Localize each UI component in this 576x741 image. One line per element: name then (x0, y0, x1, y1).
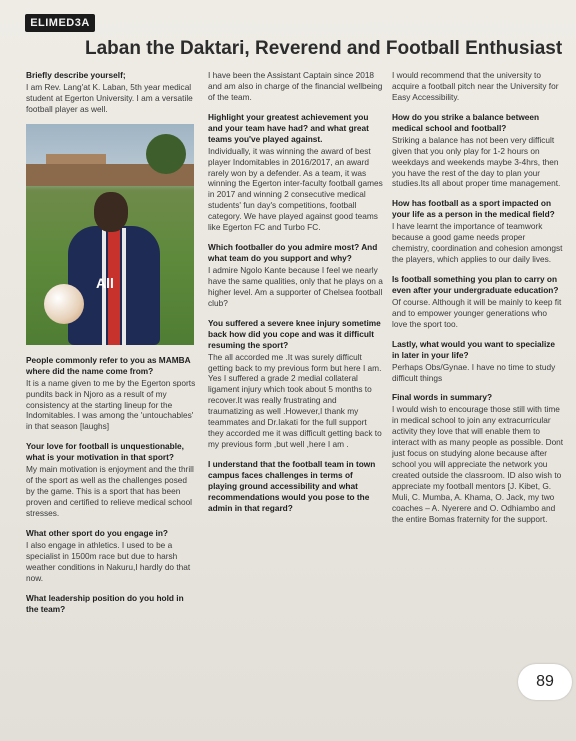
question: Your love for football is unquestionable, what is your motivation in that sport? (26, 441, 184, 463)
question: I understand that the football team in town campus faces challenges in terms of playing ground accessibility and what recommendations would you pose to the admin in that regard? (208, 459, 376, 513)
jersey-sponsor-text: All (96, 274, 114, 291)
question: What leadership position do you hold in the team? (26, 592, 184, 614)
question: What other sport do you engage in? (26, 527, 168, 538)
column-3 (392, 70, 564, 534)
article-title: Laban the Daktari, Reverend and Football Enthusiast (85, 38, 563, 59)
question: Highlight your greatest achievement you and your team have had? and what great teams you've played against. (208, 111, 369, 144)
answer: It is a name given to me by the Egerton sports pundits back in Njoro as a result of my consistency at the starting lineup for the Indomitables. I was among the 'untouchables' in that season [laughs] (26, 377, 196, 432)
tree-shape (146, 134, 186, 174)
player-photo (26, 124, 194, 345)
football-icon (44, 284, 84, 324)
answer: Perhaps Obs/Gynae. I have no time to study difficult things (392, 361, 556, 383)
question: You suffered a severe knee injury sometime back how did you cope and was it difficult resuming the sport? (208, 317, 381, 350)
column-1 (26, 70, 198, 615)
answer: My main motivation is enjoyment and the thrill of the sport as well as the challenges posed by the game. This is a sport that has been proven and certified to relieve medical school stresses. (26, 464, 194, 518)
page-number: 89 (518, 664, 572, 700)
answer: Striking a balance has not been very difficult given that you only play for 1-2 hours on weekdays and weekends maybe 3-4hrs, then you have the rest of the day to plan your studies.Its all about proper time management. (392, 134, 561, 189)
section-badge: ELIMED3A (25, 14, 95, 32)
question: People commonly refer to you as MAMBA where did the name come from? (26, 354, 191, 376)
player-head (94, 192, 128, 232)
question: How do you strike a balance between medical school and football? (392, 111, 540, 133)
answer: Individually, it was winning the award of best player Indomitables in 2016/2017, an award rarely won by a defender. As a team, it was winning the Egerton inter-faculty football games in 2017 and winning 2 consecutive medical students' fun day's competitions, football category. We have played against good teams like Egerton FC and Turbo FC. (208, 145, 383, 233)
question: How has football as a sport impacted on your life as a person in the medical field? (392, 198, 555, 220)
answer: I am Rev. Lang'at K. Laban, 5th year medical student at Egerton University. I am a versatile football player as well. (26, 81, 193, 114)
question: Final words in summary? (392, 392, 493, 403)
answer: The all accorded me .It was surely difficult getting back to my previous form but here I am. Yes I suffered a grade 2 medial collateral ligament injury which took about 5 months to recover.It was really frustrating and traumatizing as well .However,I thank my teammates and Dr.Iakati for the full support they accorded me it was difficult getting back to my previous form ,but well ,here I am . (208, 351, 382, 450)
answer: I admire Ngolo Kante because I feel we nearly have the same qualities, only that he plays on a higher level. Am a supporter of Chelsea football club? (208, 265, 383, 308)
column-2 (208, 70, 383, 515)
jersey-stripe (122, 228, 126, 345)
answer: I would wish to encourage those still with time in medical school to join any extracurricular activity they love that will enable them to interact with as many people as possible. Dont just focus on studying alone because after school you will appreciate the network you created outside the classroom. ID also wish to appreciate my football mentors [J. Kibet, G. Muli, C. Mumba, A. Khama, O. Jack, my two coaches – A. Nyerere and O. Odhiambo and the entire Bomas fraternity for the support. (392, 404, 564, 524)
answer: Of course. Although it will be mainly to keep fit and to empower younger generations who love the sport too. (392, 296, 562, 329)
answer: I have learnt the importance of teamwork because a good game needs proper chemistry, coordination and cohesion amongst the players, which applies to our daily lives. (392, 221, 563, 265)
question: Briefly describe yourself; (26, 70, 126, 80)
question: Is football something you plan to carry on even after your undergraduate education? (392, 274, 559, 295)
answer: I have been the Assistant Captain since 2018 and am also in charge of the financial wellbeing of the team. (208, 70, 383, 102)
answer: I would recommend that the university to acquire a football pitch near the University for Easy Accessibility. (392, 70, 559, 102)
answer: I also engage in athletics. I used to be a specialist in 1500m race but due to harsh weather conditions in Nakuru,I hardly do that now. (26, 539, 191, 583)
question: Lastly, what would you want to specialize in later in your life? (392, 338, 556, 360)
question: Which footballer do you admire most? And what team do you support and why? (208, 242, 378, 264)
